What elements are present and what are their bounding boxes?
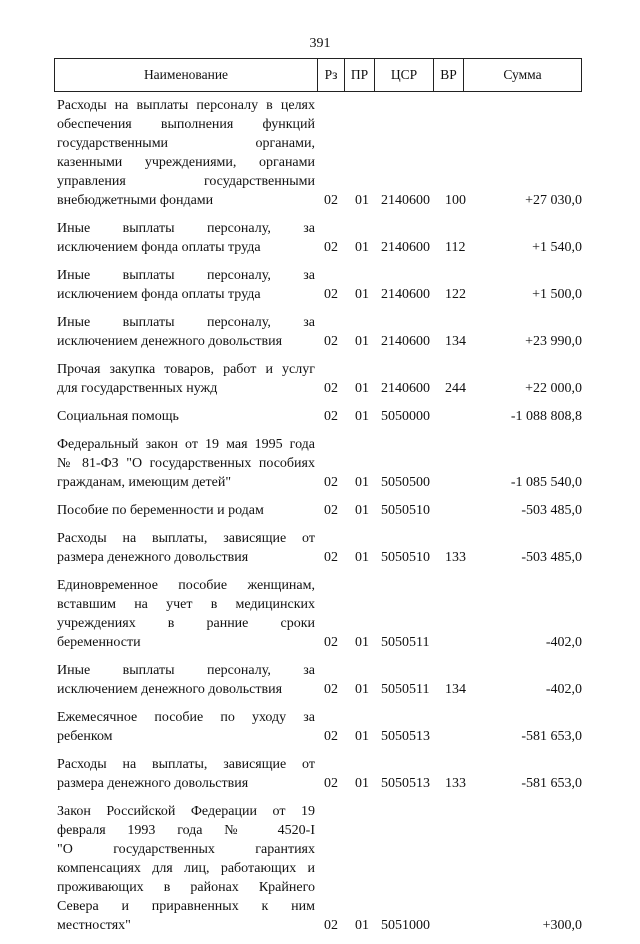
table-row (54, 576, 582, 652)
row-name-line: "О государственных гарантиях (57, 842, 315, 857)
row-name-line: исключением денежного довольствия (57, 682, 283, 697)
row-name-line: Социальная помощь (57, 409, 179, 424)
row-sum: -402,0 (545, 682, 582, 697)
row-csr: 2140600 (381, 287, 430, 302)
row-rz: 02 (324, 550, 338, 565)
table-row (54, 501, 582, 520)
row-name-line: обеспечения выполнения функций (57, 117, 315, 132)
row-pr: 01 (355, 503, 369, 518)
row-name-line: ребенком (57, 729, 113, 744)
row-vr: 133 (445, 776, 466, 791)
row-rz: 02 (324, 918, 338, 933)
row-name-line: государственными органами, (57, 136, 315, 151)
row-csr: 5050000 (381, 409, 430, 424)
table-row (54, 360, 582, 398)
row-name-line: Севера и приравненных к ним (57, 899, 315, 914)
row-name-line: Иные выплаты персоналу, за (57, 315, 315, 330)
row-name-line: учреждениях в ранние сроки (57, 616, 315, 631)
table-row (54, 661, 582, 699)
row-name-line: Расходы на выплаты, зависящие от (57, 757, 315, 772)
row-pr: 01 (355, 550, 369, 565)
row-vr: 244 (445, 381, 466, 396)
row-csr: 5051000 (381, 918, 430, 933)
table-row (54, 802, 582, 935)
row-name-line: компенсациях для лиц, работающих и (57, 861, 315, 876)
header-pr: ПР (344, 59, 374, 91)
row-csr: 5050513 (381, 729, 430, 744)
row-sum: -1 085 540,0 (510, 475, 582, 490)
row-rz: 02 (324, 193, 338, 208)
row-sum: +27 030,0 (525, 193, 582, 208)
row-vr: 112 (445, 240, 466, 255)
table-row (54, 529, 582, 567)
row-csr: 5050510 (381, 550, 430, 565)
row-rz: 02 (324, 381, 338, 396)
row-name-line: февраля 1993 года № 4520-I (57, 823, 315, 838)
row-name-line: Расходы на выплаты персоналу в целях (57, 98, 315, 113)
row-vr: 122 (445, 287, 466, 302)
row-pr: 01 (355, 682, 369, 697)
row-name-line: Расходы на выплаты, зависящие от (57, 531, 315, 546)
row-rz: 02 (324, 682, 338, 697)
row-pr: 01 (355, 918, 369, 933)
header-name: Наименование (54, 59, 317, 91)
table-row (54, 219, 582, 257)
row-vr: 134 (445, 682, 466, 697)
row-pr: 01 (355, 334, 369, 349)
row-name-line: местностях" (57, 918, 131, 933)
row-sum: -503 485,0 (521, 503, 582, 518)
row-name-line: беременности (57, 635, 141, 650)
row-name-line: Ежемесячное пособие по уходу за (57, 710, 315, 725)
table-row (54, 407, 582, 426)
row-csr: 5050513 (381, 776, 430, 791)
row-name-line: Иные выплаты персоналу, за (57, 268, 315, 283)
row-rz: 02 (324, 635, 338, 650)
row-name-line: исключением денежного довольствия (57, 334, 283, 349)
table-header (54, 58, 582, 92)
row-vr: 133 (445, 550, 466, 565)
table-row (54, 435, 582, 492)
row-name-line: исключением фонда оплаты труда (57, 287, 261, 302)
row-sum: -503 485,0 (521, 550, 582, 565)
header-sum: Сумма (463, 59, 582, 91)
row-sum: +1 500,0 (532, 287, 582, 302)
row-name-line: казенными учреждениями, органами (57, 155, 315, 170)
row-rz: 02 (324, 240, 338, 255)
table-row (54, 313, 582, 351)
row-name-line: для государственных нужд (57, 381, 218, 396)
row-csr: 5050511 (381, 635, 430, 650)
header-rz: Рз (317, 59, 344, 91)
row-csr: 2140600 (381, 381, 430, 396)
table-row (54, 96, 582, 210)
row-pr: 01 (355, 240, 369, 255)
row-csr: 5050510 (381, 503, 430, 518)
row-vr: 100 (445, 193, 466, 208)
row-name-line: проживающих в районах Крайнего (57, 880, 315, 895)
row-csr: 2140600 (381, 240, 430, 255)
row-csr: 5050511 (381, 682, 430, 697)
row-name-line: внебюджетными фондами (57, 193, 214, 208)
row-name-line: гражданам, имеющим детей" (57, 475, 232, 490)
row-rz: 02 (324, 729, 338, 744)
row-csr: 2140600 (381, 334, 430, 349)
row-rz: 02 (324, 287, 338, 302)
row-name-line: размера денежного довольствия (57, 550, 249, 565)
row-sum: +300,0 (542, 918, 582, 933)
row-pr: 01 (355, 729, 369, 744)
row-pr: 01 (355, 776, 369, 791)
row-rz: 02 (324, 334, 338, 349)
row-name-line: Прочая закупка товаров, работ и услуг (57, 362, 315, 377)
row-name-line: Иные выплаты персоналу, за (57, 663, 315, 678)
row-sum: +1 540,0 (532, 240, 582, 255)
row-name-line: исключением фонда оплаты труда (57, 240, 261, 255)
row-rz: 02 (324, 503, 338, 518)
row-name-line: управления государственными (57, 174, 315, 189)
row-pr: 01 (355, 475, 369, 490)
table-row (54, 755, 582, 793)
row-sum: +22 000,0 (525, 381, 582, 396)
row-csr: 2140600 (381, 193, 430, 208)
row-pr: 01 (355, 193, 369, 208)
row-name-line: Иные выплаты персоналу, за (57, 221, 315, 236)
row-name-line: размера денежного довольствия (57, 776, 249, 791)
table-row (54, 708, 582, 746)
row-pr: 01 (355, 635, 369, 650)
row-name-line: № 81-ФЗ "О государственных пособиях (57, 456, 315, 471)
row-sum: +23 990,0 (525, 334, 582, 349)
table-row (54, 266, 582, 304)
row-name-line: Пособие по беременности и родам (57, 503, 264, 518)
row-sum: -581 653,0 (521, 729, 582, 744)
row-pr: 01 (355, 409, 369, 424)
row-sum: -581 653,0 (521, 776, 582, 791)
row-sum: -402,0 (545, 635, 582, 650)
header-vr: ВР (433, 59, 463, 91)
row-vr: 134 (445, 334, 466, 349)
row-sum: -1 088 808,8 (510, 409, 582, 424)
row-rz: 02 (324, 475, 338, 490)
row-rz: 02 (324, 776, 338, 791)
row-name-line: Федеральный закон от 19 мая 1995 года (57, 437, 315, 452)
row-pr: 01 (355, 381, 369, 396)
page-number: 391 (309, 36, 331, 51)
header-csr: ЦСР (374, 59, 433, 91)
row-pr: 01 (355, 287, 369, 302)
row-name-line: Закон Российской Федерации от 19 (57, 804, 315, 819)
row-rz: 02 (324, 409, 338, 424)
row-name-line: Единовременное пособие женщинам, (57, 578, 315, 593)
row-csr: 5050500 (381, 475, 430, 490)
row-name-line: вставшим на учет в медицинских (57, 597, 315, 612)
table-body (54, 96, 582, 944)
